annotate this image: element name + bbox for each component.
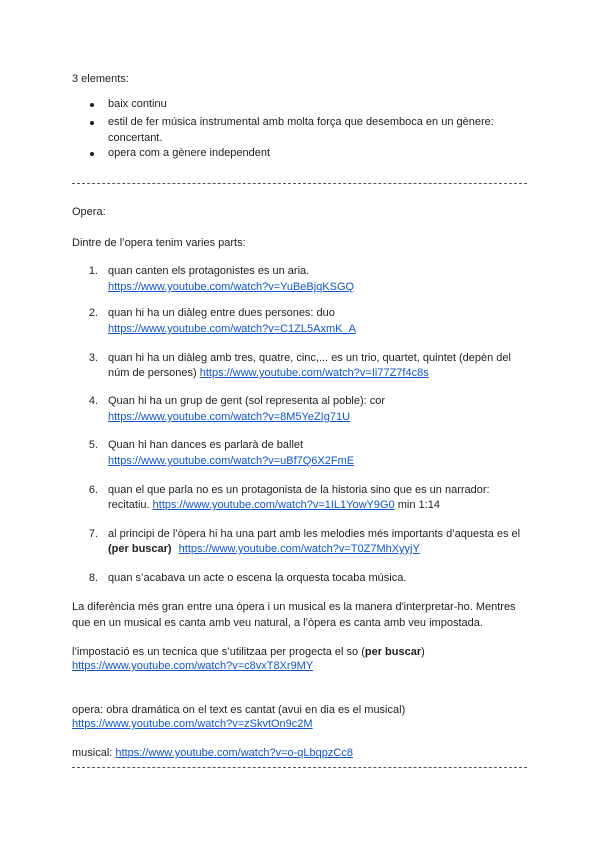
musical-label: musical: — [72, 747, 116, 759]
bullet-item: baix continu — [108, 98, 167, 110]
bullet-item-continued: concertant. — [108, 132, 163, 144]
dashed-separator — [72, 767, 527, 768]
paragraph-line: que en un musical es canta amb veu natural, a l’òpera es canta amb veu impostada. — [72, 617, 483, 629]
bullet-item: estil de fer música instrumental amb molta força que desemboca en un gènere: — [108, 116, 494, 128]
list-number: 5. — [88, 439, 98, 451]
list-number: 1. — [88, 265, 98, 277]
youtube-link[interactable]: https://www.youtube.com/watch?v=8M5YeZIg71U — [108, 411, 351, 423]
list-number: 8. — [88, 572, 98, 584]
youtube-link[interactable]: https://www.youtube.com/watch?v=o-qLbqpzCc8 — [115, 747, 353, 759]
bold-paren-open: ( — [108, 543, 112, 555]
youtube-link[interactable]: https://www.youtube.com/watch?v=c8vxT8Xr9MY — [72, 660, 314, 672]
opera-definition: opera: obra dramática on el text es cantat (avui en dia es el musical) — [72, 704, 406, 716]
list-number: 4. — [88, 395, 98, 407]
list-item-line — [108, 498, 440, 512]
list-item-line — [108, 366, 429, 380]
list-item-text: quan el que parla no es un protagonista de la historia sino que es un narrador: — [108, 484, 490, 496]
paragraph-line: La diferència més gran entre una òpera i un musical es la manera d'interpretar-ho. Mentres — [72, 601, 516, 613]
bullet-dot — [90, 103, 94, 107]
impostacio-text: l’impostació es un tecnica que s’utilitzaa per progecta el so ( — [72, 646, 365, 658]
youtube-link[interactable]: https://www.youtube.com/watch?v=1IL1YowY9G0 — [152, 499, 395, 511]
list-item-text: Quan hi han dances es parlarà de ballet — [108, 439, 304, 451]
bold-note: per buscar — [111, 543, 168, 555]
musical-line — [72, 746, 353, 760]
timestamp-text: min 1:14 — [394, 499, 440, 511]
list-number: 6. — [88, 484, 98, 496]
section-intro: Dintre de l’opera tenim varies parts: — [72, 237, 246, 249]
list-item-text-continued: recitatiu. — [108, 499, 150, 511]
bold-paren-close: ) — [167, 543, 172, 555]
section-title: Opera: — [72, 206, 106, 218]
youtube-link[interactable]: https://www.youtube.com/watch?v=T0Z7MhXyyjY — [178, 543, 420, 555]
list-item-text: quan hi ha un diàleg amb tres, quatre, cinc,... es un trio, quartet, quintet (depèn del — [108, 352, 511, 364]
bullet-dot — [90, 121, 94, 125]
youtube-link[interactable]: https://www.youtube.com/watch?v=YuBeBjqKSGQ — [108, 281, 355, 293]
list-item-text-continued: núm de persones) — [108, 367, 197, 379]
youtube-link[interactable]: https://www.youtube.com/watch?v=Ii77Z7f4c8s — [199, 367, 429, 379]
list-item-line — [108, 542, 420, 556]
list-item-text: Quan hi ha un grup de gent (sol representa al poble): cor — [108, 395, 386, 407]
impostacio-close: ) — [421, 646, 425, 658]
list-item-text: quan hi ha un diàleg entre dues persones: duo — [108, 307, 335, 319]
youtube-link[interactable]: https://www.youtube.com/watch?v=uBf7Q6X2FmE — [108, 455, 355, 467]
list-item-text: quan canten els protagonistes es un aria. — [108, 265, 310, 277]
list-number: 2. — [88, 307, 98, 319]
list-number: 7. — [88, 528, 98, 540]
impostacio-line — [72, 645, 425, 659]
intro-heading: 3 elements: — [72, 73, 129, 85]
bold-note: per buscar — [364, 646, 422, 658]
dashed-separator — [72, 183, 527, 184]
youtube-link[interactable]: https://www.youtube.com/watch?v=C1ZL5AxmK_A — [108, 323, 356, 335]
youtube-link[interactable]: https://www.youtube.com/watch?v=zSkvtOn9c2M — [72, 718, 313, 730]
bullet-dot — [90, 152, 94, 156]
list-number: 3. — [88, 352, 98, 364]
list-item-text: quan s’acabava un acte o escena la orquesta tocaba música. — [108, 572, 407, 584]
list-item-text: al principi de l’òpera hi ha una part amb les melodies més importants d’aquesta es el — [108, 528, 521, 540]
bullet-item: opera com a gènere independent — [108, 147, 271, 159]
